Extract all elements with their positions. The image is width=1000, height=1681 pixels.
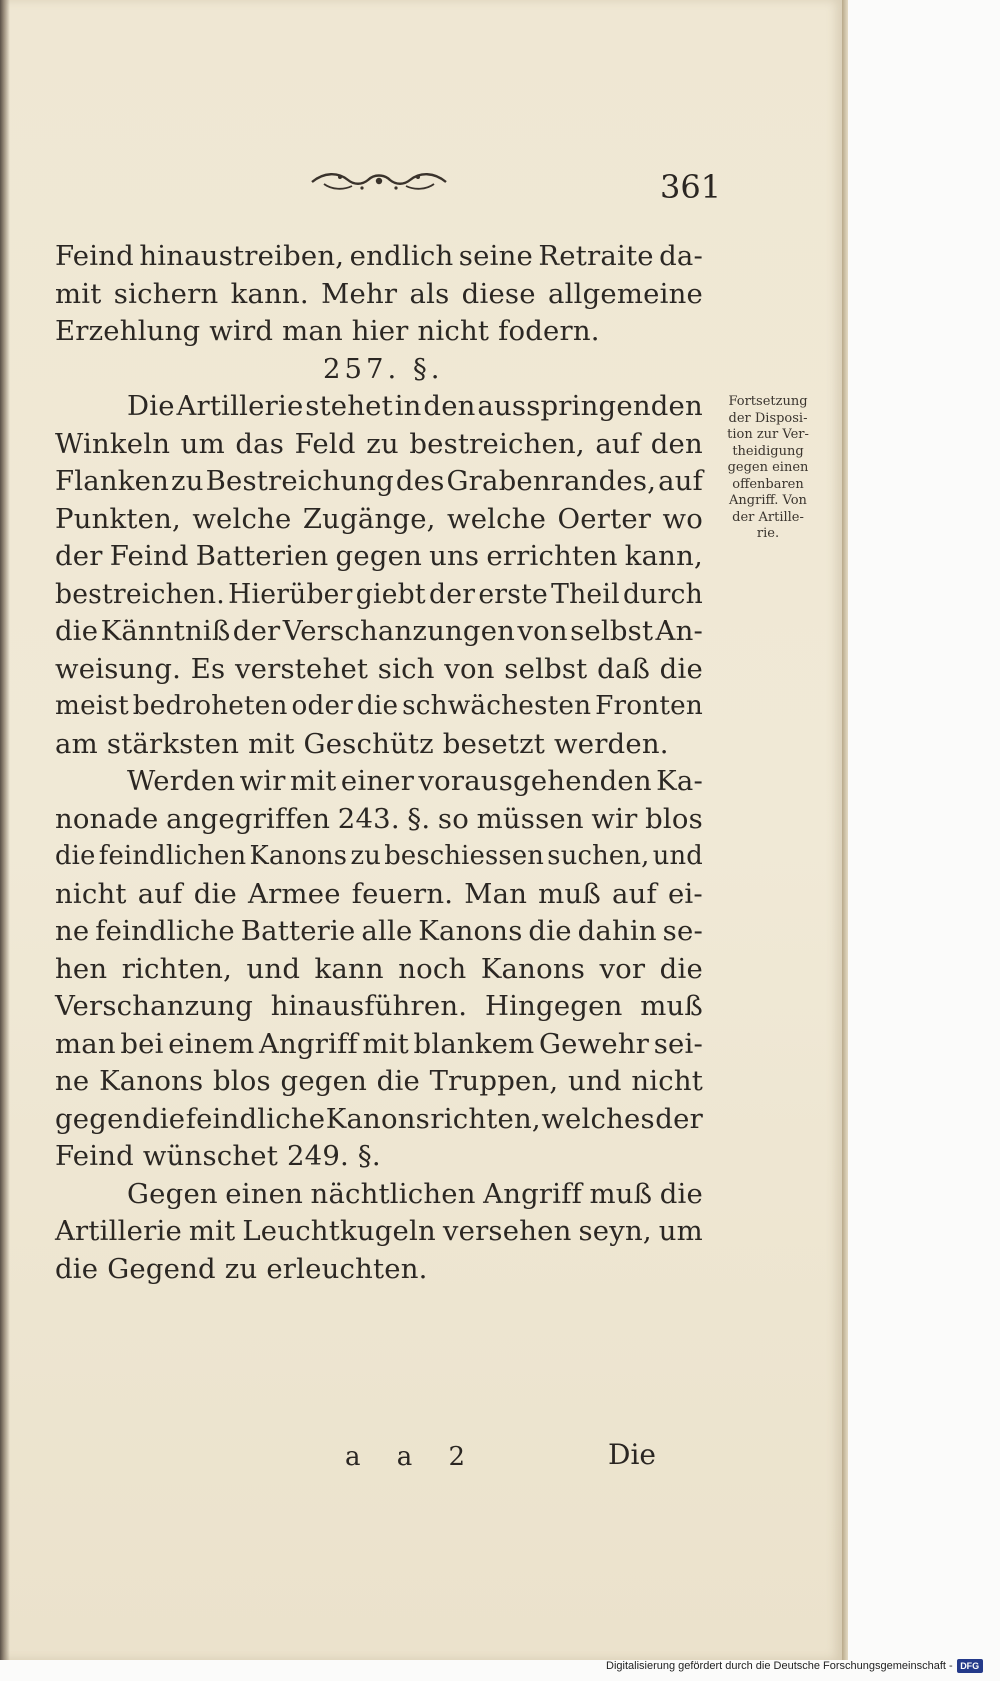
text-line: mit sichern kann. Mehr als diese allgemeine bbox=[55, 277, 703, 310]
margin-note-line: der Artille- bbox=[732, 509, 804, 525]
margin-note-line: tion zur Ver- bbox=[727, 427, 809, 442]
text-line: nicht auf die Armee feuern. Man muß auf ei- bbox=[55, 877, 703, 910]
margin-note-line: gegen einen bbox=[727, 460, 809, 475]
text-line: Werden wir mit einer vorausgehenden Ka- bbox=[127, 765, 703, 797]
text-line: die Gegend zu erleuchten. bbox=[55, 1252, 428, 1285]
signature-mark: a a 2 bbox=[345, 1442, 480, 1472]
text-line: ne feindliche Batterie alle Kanons die dahin se- bbox=[55, 915, 703, 947]
body-text bbox=[55, 238, 703, 1288]
text-line: Punkten, welche Zugänge, welche Oerter wo bbox=[55, 502, 703, 535]
text-line: meist bedroheten oder die schwächesten Fronten bbox=[55, 691, 703, 721]
text-line: Gegen einen nächtlichen Angriff muß die bbox=[127, 1177, 703, 1210]
text-line: Erzehlung wird man hier nicht fodern. bbox=[55, 315, 600, 347]
text-line: Flanken zu Bestreichung des Grabenrandes, auf bbox=[55, 465, 703, 497]
margin-note-line: rie. bbox=[756, 526, 780, 541]
margin-note-line: der Disposi- bbox=[728, 410, 808, 426]
text-line: Die Artillerie stehet in den ausspringenden bbox=[127, 390, 703, 422]
text-line: die Känntniß der Verschanzungen von selbst An- bbox=[55, 615, 703, 647]
text-line: hen richten, und kann noch Kanons vor die bbox=[55, 952, 703, 985]
text-line: bestreichen. Hierüber giebt der erste Theil durch bbox=[55, 578, 703, 610]
catchword: Die bbox=[608, 1438, 656, 1471]
text-line: Verschanzung hinausführen. Hingegen muß bbox=[55, 990, 703, 1022]
text-line: man bei einem Angriff mit blankem Gewehr sei- bbox=[55, 1027, 703, 1060]
margin-note-line: theidigung bbox=[732, 443, 804, 459]
margin-note-line: offenbaren bbox=[732, 476, 804, 492]
page-number: 361 bbox=[660, 168, 722, 206]
ornament-icon bbox=[304, 168, 454, 194]
text-line: Winkeln um das Feld zu bestreichen, auf den bbox=[55, 427, 703, 460]
text-line: der Feind Batterien gegen uns errichten kann, bbox=[55, 540, 703, 572]
text-line: weisung. Es verstehet sich von selbst daß die bbox=[55, 652, 703, 685]
section-heading: 257. §. bbox=[323, 352, 444, 385]
text-line: am stärksten mit Geschütz besetzt werden. bbox=[55, 727, 669, 760]
text-line: gegen die feindliche Kanons richten, welches der bbox=[55, 1102, 703, 1135]
margin-note-line: Fortsetzung bbox=[728, 394, 808, 409]
text-line: die feindlichen Kanons zu beschiessen suchen, und bbox=[55, 841, 703, 871]
text-line: ne Kanons blos gegen die Truppen, und nicht bbox=[55, 1065, 703, 1097]
digitization-credit bbox=[606, 1659, 983, 1673]
credit-text: Digitalisierung gefördert durch die Deutsche Forschungsgemeinschaft - bbox=[606, 1660, 953, 1672]
text-line: Feind hinaustreiben, endlich seine Retraite da- bbox=[55, 240, 703, 272]
dfg-logo-icon[interactable]: DFG bbox=[957, 1659, 983, 1673]
page-edge bbox=[842, 0, 848, 1660]
text-line: nonade angegriffen 243. §. so müssen wir blos bbox=[55, 802, 703, 835]
text-line: Feind wünschet 249. §. bbox=[55, 1140, 381, 1172]
margin-note bbox=[706, 394, 830, 543]
margin-note-line: Angriff. Von bbox=[729, 493, 807, 508]
text-line: Artillerie mit Leuchtkugeln versehen seyn, um bbox=[55, 1215, 703, 1247]
